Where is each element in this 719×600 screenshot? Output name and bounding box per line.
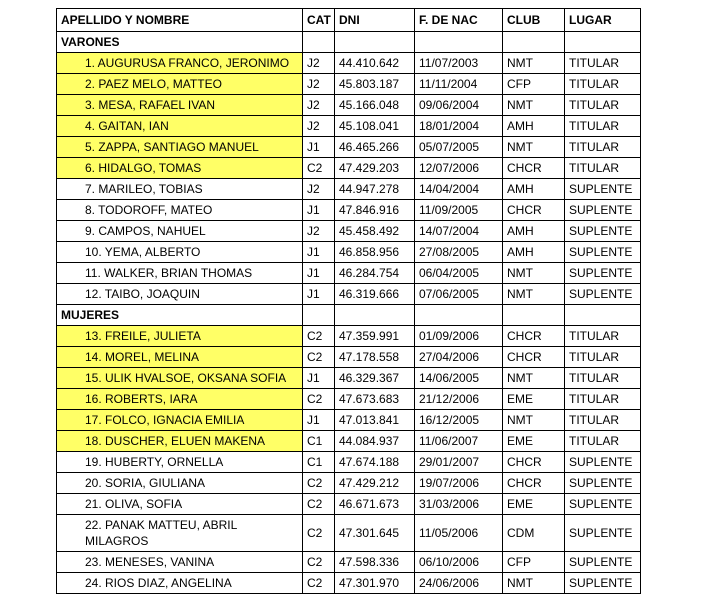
category-cell: C2 bbox=[303, 389, 335, 410]
player-name-cell: 3. MESA, RAFAEL IVAN bbox=[57, 95, 303, 116]
table-row bbox=[57, 552, 641, 573]
dni-cell: 47.359.991 bbox=[335, 326, 415, 347]
table-row bbox=[57, 494, 641, 515]
empty-cell bbox=[335, 32, 415, 53]
birthdate-cell: 14/06/2005 bbox=[415, 368, 503, 389]
category-cell: C2 bbox=[303, 326, 335, 347]
club-cell: CHCR bbox=[503, 473, 565, 494]
table-row bbox=[57, 515, 641, 552]
club-cell: CHCR bbox=[503, 452, 565, 473]
club-cell: NMT bbox=[503, 263, 565, 284]
player-name-cell: 23. MENESES, VANINA bbox=[57, 552, 303, 573]
lugar-cell: SUPLENTE bbox=[565, 515, 641, 552]
birthdate-cell: 09/06/2004 bbox=[415, 95, 503, 116]
table-row bbox=[57, 158, 641, 179]
category-cell: J2 bbox=[303, 179, 335, 200]
birthdate-cell: 11/05/2006 bbox=[415, 515, 503, 552]
lugar-cell: SUPLENTE bbox=[565, 179, 641, 200]
birthdate-cell: 11/07/2003 bbox=[415, 53, 503, 74]
dni-cell: 47.178.558 bbox=[335, 347, 415, 368]
club-cell: CHCR bbox=[503, 347, 565, 368]
table-body bbox=[57, 32, 641, 594]
birthdate-cell: 27/04/2006 bbox=[415, 347, 503, 368]
player-name-cell: 16. ROBERTS, IARA bbox=[57, 389, 303, 410]
dni-cell: 47.673.683 bbox=[335, 389, 415, 410]
category-cell: C1 bbox=[303, 452, 335, 473]
category-cell: C2 bbox=[303, 473, 335, 494]
lugar-cell: TITULAR bbox=[565, 389, 641, 410]
club-cell: NMT bbox=[503, 284, 565, 305]
dni-cell: 44.410.642 bbox=[335, 53, 415, 74]
category-cell: C2 bbox=[303, 347, 335, 368]
club-cell: AMH bbox=[503, 116, 565, 137]
header-row bbox=[57, 9, 641, 32]
club-cell: NMT bbox=[503, 95, 565, 116]
table-row bbox=[57, 242, 641, 263]
empty-cell bbox=[303, 305, 335, 326]
category-cell: J1 bbox=[303, 242, 335, 263]
empty-cell bbox=[303, 32, 335, 53]
table-row bbox=[57, 53, 641, 74]
lugar-cell: SUPLENTE bbox=[565, 552, 641, 573]
birthdate-cell: 19/07/2006 bbox=[415, 473, 503, 494]
category-cell: J2 bbox=[303, 53, 335, 74]
club-cell: AMH bbox=[503, 179, 565, 200]
empty-cell bbox=[503, 305, 565, 326]
dni-cell: 47.301.970 bbox=[335, 573, 415, 594]
dni-cell: 47.013.841 bbox=[335, 410, 415, 431]
club-cell: CDM bbox=[503, 515, 565, 552]
birthdate-cell: 31/03/2006 bbox=[415, 494, 503, 515]
table-row bbox=[57, 473, 641, 494]
lugar-cell: TITULAR bbox=[565, 347, 641, 368]
header-birthdate: F. DE NAC bbox=[415, 9, 503, 32]
category-cell: J1 bbox=[303, 368, 335, 389]
player-name-cell: 17. FOLCO, IGNACIA EMILIA bbox=[57, 410, 303, 431]
section-row bbox=[57, 32, 641, 53]
header-cat: CAT bbox=[303, 9, 335, 32]
header-name: APELLIDO Y NOMBRE bbox=[57, 9, 303, 32]
header-lugar: LUGAR bbox=[565, 9, 641, 32]
player-name-cell: 4. GAITAN, IAN bbox=[57, 116, 303, 137]
category-cell: C1 bbox=[303, 431, 335, 452]
table-row bbox=[57, 221, 641, 242]
birthdate-cell: 29/01/2007 bbox=[415, 452, 503, 473]
club-cell: AMH bbox=[503, 242, 565, 263]
empty-cell bbox=[565, 305, 641, 326]
dni-cell: 46.465.266 bbox=[335, 137, 415, 158]
club-cell: NMT bbox=[503, 410, 565, 431]
table-row bbox=[57, 137, 641, 158]
category-cell: C2 bbox=[303, 573, 335, 594]
lugar-cell: TITULAR bbox=[565, 116, 641, 137]
category-cell: J1 bbox=[303, 200, 335, 221]
lugar-cell: TITULAR bbox=[565, 158, 641, 179]
table-row bbox=[57, 573, 641, 594]
player-name-cell: 8. TODOROFF, MATEO bbox=[57, 200, 303, 221]
category-cell: J2 bbox=[303, 74, 335, 95]
lugar-cell: TITULAR bbox=[565, 137, 641, 158]
lugar-cell: TITULAR bbox=[565, 431, 641, 452]
table-row bbox=[57, 368, 641, 389]
player-name-cell: 21. OLIVA, SOFIA bbox=[57, 494, 303, 515]
category-cell: J1 bbox=[303, 263, 335, 284]
lugar-cell: SUPLENTE bbox=[565, 242, 641, 263]
table-row bbox=[57, 74, 641, 95]
player-name-cell: 14. MOREL, MELINA bbox=[57, 347, 303, 368]
birthdate-cell: 16/12/2005 bbox=[415, 410, 503, 431]
category-cell: C2 bbox=[303, 494, 335, 515]
dni-cell: 47.429.212 bbox=[335, 473, 415, 494]
birthdate-cell: 11/11/2004 bbox=[415, 74, 503, 95]
category-cell: C2 bbox=[303, 552, 335, 573]
player-name-cell: 19. HUBERTY, ORNELLA bbox=[57, 452, 303, 473]
birthdate-cell: 11/06/2007 bbox=[415, 431, 503, 452]
category-cell: J1 bbox=[303, 284, 335, 305]
lugar-cell: TITULAR bbox=[565, 326, 641, 347]
table-row bbox=[57, 347, 641, 368]
dni-cell: 46.329.367 bbox=[335, 368, 415, 389]
birthdate-cell: 12/07/2006 bbox=[415, 158, 503, 179]
player-name-cell: 7. MARILEO, TOBIAS bbox=[57, 179, 303, 200]
dni-cell: 47.674.188 bbox=[335, 452, 415, 473]
dni-cell: 47.301.645 bbox=[335, 515, 415, 552]
lugar-cell: TITULAR bbox=[565, 95, 641, 116]
club-cell: CHCR bbox=[503, 200, 565, 221]
player-name-cell: 24. RIOS DIAZ, ANGELINA bbox=[57, 573, 303, 594]
table-row bbox=[57, 284, 641, 305]
empty-cell bbox=[415, 32, 503, 53]
player-name-cell: 6. HIDALGO, TOMAS bbox=[57, 158, 303, 179]
section-title: MUJERES bbox=[57, 305, 303, 326]
table-row bbox=[57, 116, 641, 137]
dni-cell: 44.947.278 bbox=[335, 179, 415, 200]
dni-cell: 46.319.666 bbox=[335, 284, 415, 305]
empty-cell bbox=[415, 305, 503, 326]
player-name-cell: 22. PANAK MATTEU, ABRIL MILAGROS bbox=[57, 515, 303, 552]
section-row bbox=[57, 305, 641, 326]
lugar-cell: SUPLENTE bbox=[565, 284, 641, 305]
player-name-cell: 1. AUGURUSA FRANCO, JERONIMO bbox=[57, 53, 303, 74]
player-name-cell: 18. DUSCHER, ELUEN MAKENA bbox=[57, 431, 303, 452]
club-cell: EME bbox=[503, 389, 565, 410]
lugar-cell: SUPLENTE bbox=[565, 494, 641, 515]
dni-cell: 47.846.916 bbox=[335, 200, 415, 221]
category-cell: J2 bbox=[303, 95, 335, 116]
table-row bbox=[57, 452, 641, 473]
birthdate-cell: 06/04/2005 bbox=[415, 263, 503, 284]
birthdate-cell: 05/07/2005 bbox=[415, 137, 503, 158]
birthdate-cell: 18/01/2004 bbox=[415, 116, 503, 137]
birthdate-cell: 14/04/2004 bbox=[415, 179, 503, 200]
table-row bbox=[57, 263, 641, 284]
dni-cell: 46.858.956 bbox=[335, 242, 415, 263]
empty-cell bbox=[503, 32, 565, 53]
dni-cell: 45.166.048 bbox=[335, 95, 415, 116]
club-cell: CFP bbox=[503, 74, 565, 95]
dni-cell: 45.803.187 bbox=[335, 74, 415, 95]
category-cell: J1 bbox=[303, 410, 335, 431]
category-cell: J1 bbox=[303, 137, 335, 158]
birthdate-cell: 14/07/2004 bbox=[415, 221, 503, 242]
lugar-cell: SUPLENTE bbox=[565, 221, 641, 242]
table-row bbox=[57, 95, 641, 116]
club-cell: EME bbox=[503, 431, 565, 452]
lugar-cell: SUPLENTE bbox=[565, 200, 641, 221]
club-cell: NMT bbox=[503, 573, 565, 594]
player-name-cell: 13. FREILE, JULIETA bbox=[57, 326, 303, 347]
table-row bbox=[57, 389, 641, 410]
dni-cell: 46.671.673 bbox=[335, 494, 415, 515]
table-row bbox=[57, 179, 641, 200]
birthdate-cell: 11/09/2005 bbox=[415, 200, 503, 221]
roster-table bbox=[56, 8, 641, 594]
player-name-cell: 2. PAEZ MELO, MATTEO bbox=[57, 74, 303, 95]
lugar-cell: SUPLENTE bbox=[565, 452, 641, 473]
player-name-cell: 15. ULIK HVALSOE, OKSANA SOFIA bbox=[57, 368, 303, 389]
table-row bbox=[57, 431, 641, 452]
dni-cell: 45.108.041 bbox=[335, 116, 415, 137]
section-title: VARONES bbox=[57, 32, 303, 53]
lugar-cell: SUPLENTE bbox=[565, 263, 641, 284]
club-cell: NMT bbox=[503, 137, 565, 158]
dni-cell: 44.084.937 bbox=[335, 431, 415, 452]
category-cell: C2 bbox=[303, 515, 335, 552]
dni-cell: 47.429.203 bbox=[335, 158, 415, 179]
dni-cell: 46.284.754 bbox=[335, 263, 415, 284]
header-dni: DNI bbox=[335, 9, 415, 32]
lugar-cell: SUPLENTE bbox=[565, 573, 641, 594]
birthdate-cell: 27/08/2005 bbox=[415, 242, 503, 263]
player-name-cell: 5. ZAPPA, SANTIAGO MANUEL bbox=[57, 137, 303, 158]
header-club: CLUB bbox=[503, 9, 565, 32]
empty-cell bbox=[335, 305, 415, 326]
club-cell: CHCR bbox=[503, 326, 565, 347]
lugar-cell: TITULAR bbox=[565, 410, 641, 431]
club-cell: EME bbox=[503, 494, 565, 515]
club-cell: AMH bbox=[503, 221, 565, 242]
birthdate-cell: 06/10/2006 bbox=[415, 552, 503, 573]
category-cell: J2 bbox=[303, 116, 335, 137]
birthdate-cell: 07/06/2005 bbox=[415, 284, 503, 305]
birthdate-cell: 01/09/2006 bbox=[415, 326, 503, 347]
player-name-cell: 9. CAMPOS, NAHUEL bbox=[57, 221, 303, 242]
player-name-cell: 20. SORIA, GIULIANA bbox=[57, 473, 303, 494]
category-cell: C2 bbox=[303, 158, 335, 179]
lugar-cell: SUPLENTE bbox=[565, 473, 641, 494]
player-name-cell: 12. TAIBO, JOAQUIN bbox=[57, 284, 303, 305]
birthdate-cell: 21/12/2006 bbox=[415, 389, 503, 410]
birthdate-cell: 24/06/2006 bbox=[415, 573, 503, 594]
player-name-cell: 10. YEMA, ALBERTO bbox=[57, 242, 303, 263]
club-cell: NMT bbox=[503, 53, 565, 74]
club-cell: NMT bbox=[503, 368, 565, 389]
lugar-cell: TITULAR bbox=[565, 368, 641, 389]
lugar-cell: TITULAR bbox=[565, 74, 641, 95]
lugar-cell: TITULAR bbox=[565, 53, 641, 74]
table-row bbox=[57, 410, 641, 431]
category-cell: J2 bbox=[303, 221, 335, 242]
empty-cell bbox=[565, 32, 641, 53]
dni-cell: 45.458.492 bbox=[335, 221, 415, 242]
table-row bbox=[57, 326, 641, 347]
table-row bbox=[57, 200, 641, 221]
dni-cell: 47.598.336 bbox=[335, 552, 415, 573]
player-name-cell: 11. WALKER, BRIAN THOMAS bbox=[57, 263, 303, 284]
club-cell: CHCR bbox=[503, 158, 565, 179]
club-cell: CFP bbox=[503, 552, 565, 573]
